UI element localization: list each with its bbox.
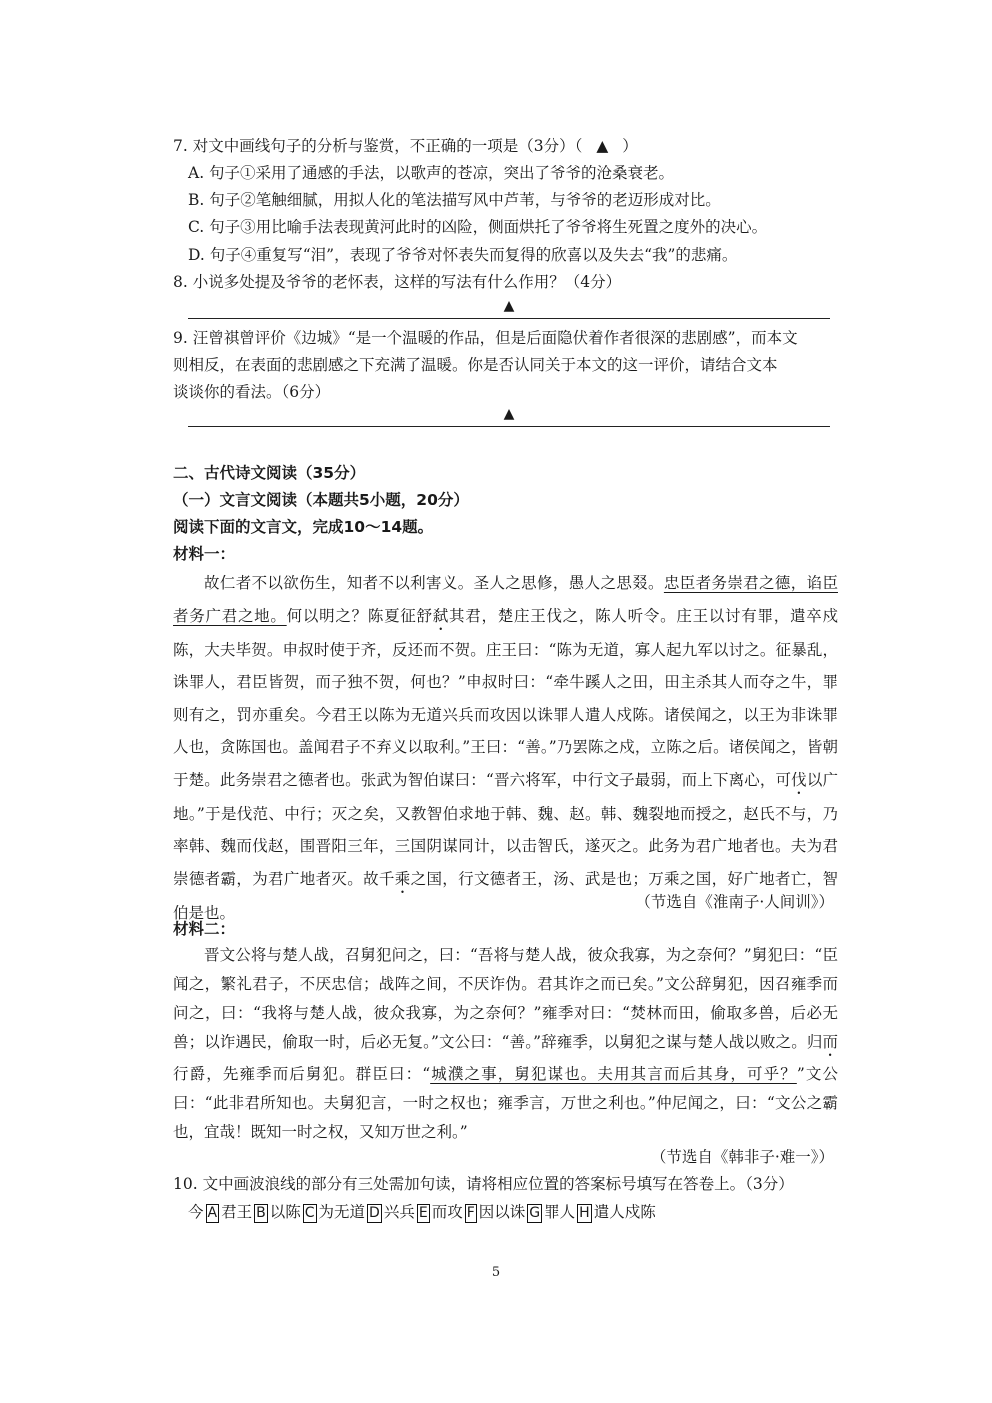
section-instruction: 阅读下面的文言文，完成10～14题。 <box>173 518 434 536</box>
q10-stem: 10. 文中画波浪线的部分有三处需加句读，请将相应位置的答案标号填写在答卷上。（3分） <box>173 1175 794 1193</box>
dotted-char: 弑 <box>432 606 450 625</box>
q9-line-3: 谈谈你的看法。（6分） <box>173 383 331 401</box>
q10-labelled-sentence: 今 A 君王 B 以陈 C 为无道 D 兴兵 E 而攻 F 因以诛 G 罪人 H 遣人戍陈 <box>188 1203 656 1221</box>
section-title: 二、古代诗文阅读（35分） <box>173 464 366 482</box>
label-box: B <box>256 1205 266 1221</box>
q7-option-c: C. 句子③用比喻手法表现黄河此时的凶险，侧面烘托了爷爷将生死置之度外的决心。 <box>188 218 768 236</box>
material-2-source: （节选自《韩非子·难一》） <box>650 1148 834 1166</box>
underlined-sentence: 忠臣者务崇君之德，谄臣者务广君之地。 <box>173 574 838 625</box>
q7-option-d: D. 句子④重复写“泪”，表现了爷爷对怀表失而复得的欣喜以及失去“我”的悲痛。 <box>188 246 738 264</box>
q9-line-1: 9. 汪曾祺曾评价《边城》“是一个温暖的作品，但是后面隐伏着作者很深的悲剧感”，而本文 <box>173 329 798 347</box>
section-subtitle: （一）文言文阅读（本题共5小题，20分） <box>173 491 469 509</box>
dotted-char: 乘 <box>394 869 411 888</box>
q7-stem-text: 7. 对文中画线句子的分析与鉴赏，不正确的一项是（3分）（ <box>173 137 583 155</box>
dotted-char: 而 <box>822 1033 838 1051</box>
label-box: C <box>304 1205 315 1221</box>
q7-stem-tail: ） <box>622 137 638 155</box>
label-box: D <box>369 1205 380 1221</box>
q7-stem <box>173 135 638 157</box>
q7-option-a: A. 句子①采用了通感的手法，以歌声的苍凉，突出了爷爷的沧桑衰老。 <box>188 164 675 182</box>
label-box: H <box>579 1205 590 1221</box>
answer-placeholder-triangle: ▲ <box>503 406 515 422</box>
answer-placeholder-triangle: ▲ <box>596 137 609 155</box>
material-1-source: （节选自《淮南子·人间训》） <box>635 893 834 911</box>
label-box: A <box>207 1205 218 1221</box>
material-1-passage: 故仁者不以欲伤生，知者不以利害义。圣人之思修，愚人之思叕。忠臣者务崇君之德，谄臣者务广君之地。何以明之？陈夏征舒弑其君，楚庄王伐之，陈人听令。庄王以讨有罪，遣卒戍陈，大夫毕贺。申叔时使于齐，反还而不贺。庄王曰：“陈为无道，寡人起九军以讨之。征暴乱，诛罪人，君臣皆贺，而子独不贺，何也？”申叔时曰：“牵牛蹊人之田，田主杀其人而夺之牛，罪则有之，罚亦重矣。今君王以陈为无道兴兵而攻因以诛罪人遣人戍陈。诸侯闻之，以王为非诛罪人也，贪陈国也。盖闻君子不弃义以取利。”王曰：“善。”乃罢陈之戍，立陈之后。诸侯闻之，皆朝于楚。此务崇君之德者也。张武为智伯谋曰：“晋六将军，中行文子最弱，而上下离心，可伐以广地。”于是伐范、中行；灭之矣，又教智伯求地于韩、魏、赵。韩、魏裂地而授之，赵氏不与，乃率韩、魏而伐赵，围晋阳三年，三国阴谋同计，以击智氏，遂灭之。此务为君广地者也。夫为君崇德者霸，为君广地者灭。故千乘之国，行文德者王，汤、武是也；万乘之国，好广地者亡，智伯是也。 <box>173 574 838 922</box>
wavy-underlined-sentence: 今君王以陈为无道兴兵而攻因以诛罪人遣人戍陈。 <box>315 705 665 724</box>
material-2-label: 材料二： <box>173 920 236 938</box>
label-box: E <box>418 1205 428 1221</box>
material-1-label: 材料一： <box>173 545 236 563</box>
underlined-sentence: 城濮之事，舅犯谋也。夫用其言而后其身，可乎？ <box>430 1065 797 1083</box>
answer-placeholder-triangle: ▲ <box>503 298 515 314</box>
q9-answer-line <box>188 408 830 427</box>
label-box: F <box>466 1205 475 1221</box>
q8-answer-line <box>188 300 830 319</box>
q7-option-b: B. 句子②笔触细腻，用拟人化的笔法描写风中芦苇，与爷爷的老迈形成对比。 <box>188 191 721 209</box>
dotted-char: 伐 <box>791 770 807 789</box>
material-2-passage: 晋文公将与楚人战，召舅犯问之，曰：“吾将与楚人战，彼众我寡，为之奈何？”舅犯曰：“臣闻之，繁礼君子，不厌忠信；战阵之间，不厌诈伪。君其诈之而已矣。”文公辞舅犯，因召雍季而问之，曰：“我将与楚人战，彼众我寡，为之奈何？”雍季对曰：“焚林而田，偷取多兽，后必无兽；以诈遇民，偷取一时，后必无复。”文公曰：“善。”辞雍季，以舅犯之谋与楚人战以败之。归而行爵，先雍季而后舅犯。群臣曰：“城濮之事，舅犯谋也。夫用其言而后其身，可乎？”文公曰：“此非君所知也。夫舅犯言，一时之权也；雍季言，万世之利也。”仲尼闻之，曰：“文公之霸也，宜哉！既知一时之权，又知万世之利。” <box>173 946 838 1141</box>
label-box: G <box>529 1205 541 1221</box>
q8-stem: 8. 小说多处提及爷爷的老怀表，这样的写法有什么作用？（4分） <box>173 273 622 291</box>
page-number: 5 <box>491 1265 501 1280</box>
q9-line-2: 则相反，在表面的悲剧感之下充满了温暖。你是否认同关于本文的这一评价，请结合文本 <box>173 356 778 374</box>
